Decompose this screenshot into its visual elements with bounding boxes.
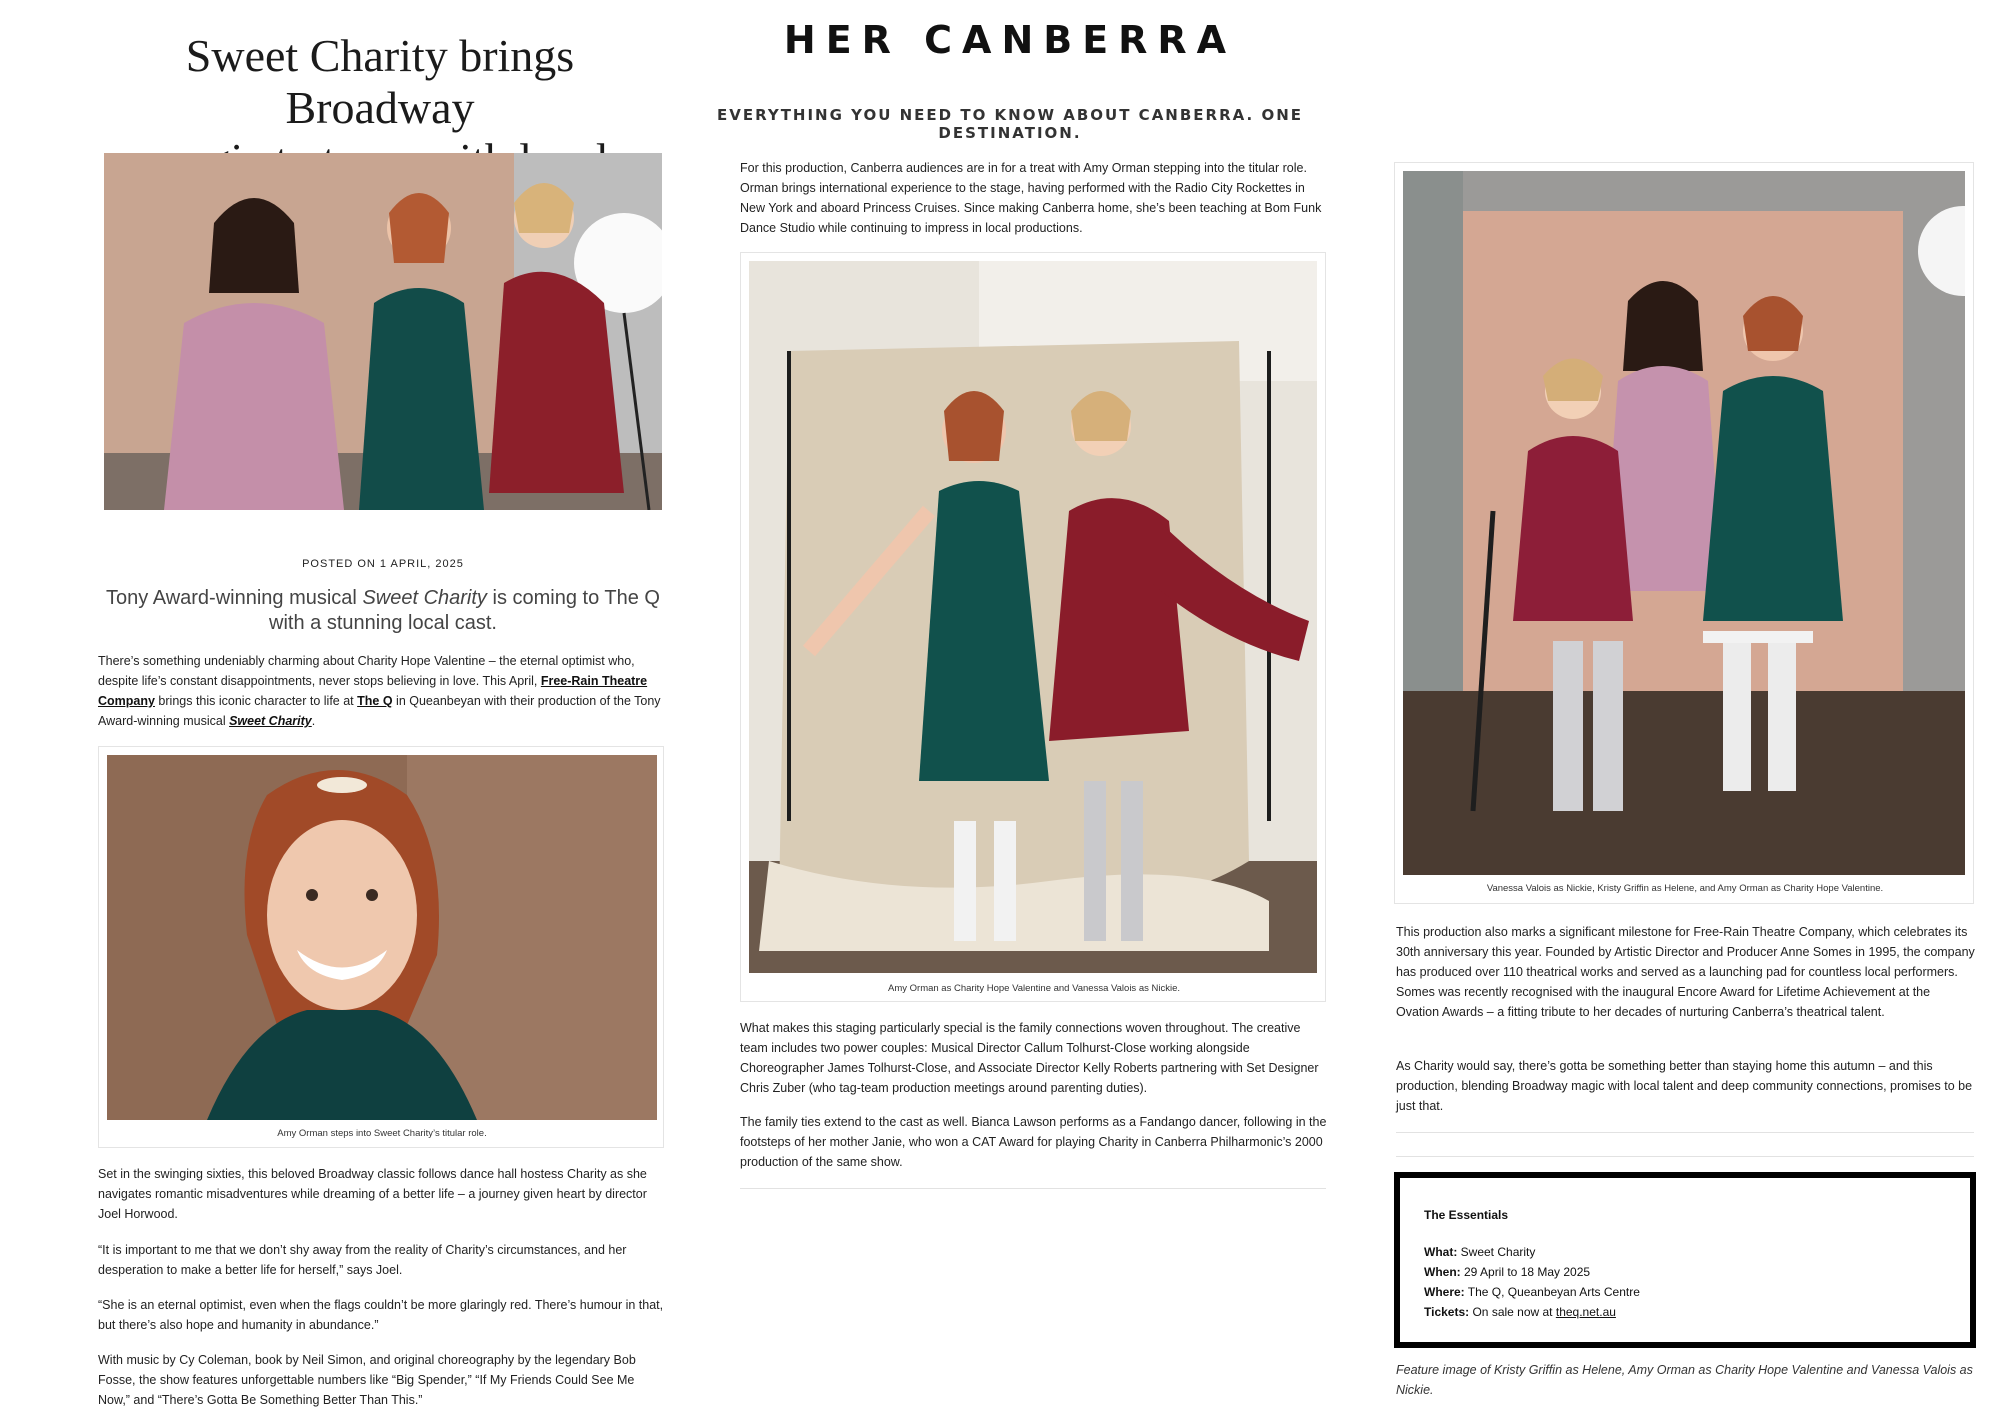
right-photo-frame: [1394, 162, 1974, 904]
left-paragraph-2: Set in the swinging sixties, this beloved Broadway classic follows dance hall hostess Charity as she navigates romantic misadventures while dreaming of a better life – a journey given heart by director Joel Horwood.: [98, 1167, 647, 1221]
text-span: .: [311, 714, 316, 728]
middle-paragraph-2: What makes this staging particularly special is the family connections woven throughout. The creative team includes two power couples: Musical Director Callum Tolhurst-Close working alongside Choreographer James Tolhurst-Close, and Associate Director Kelly Roberts partnering with Set Designer Chris Zuber (who tag-team production meetings around parenting duties).: [740, 1021, 1319, 1095]
text-span: in Queanbeyan with their production of the Tony Award-winning musical: [98, 694, 661, 728]
right-paragraph-1: This production also marks a significant milestone for Free-Rain Theatre Company, which celebrates its 30th anniversary this year. Founded by Artistic Director and Producer Anne Somes in 1995, the company has produced over 110 theatrical works and served as a launching pad for countless local performers. Somes was recently recognised with the inaugural Encore Award for Lifetime Achievement at the Ovation Awards – a fitting tribute to her decades of nurturing Canberra’s theatrical talent.: [1396, 925, 1975, 1019]
middle-paragraph-3: The family ties extend to the cast as well. Bianca Lawson performs as a Fandango dancer, following in the footsteps of her mother Janie, who won a CAT Award for playing Charity in Canberra Philharmonic’s 2000 production of the same show.: [740, 1115, 1327, 1169]
site-logo[interactable]: HER CANBERRA: [783, 18, 1237, 62]
essentials-title: The Essentials: [1424, 1208, 1509, 1222]
middle-photo-frame: [740, 252, 1326, 1002]
standfirst-text: Tony Award-winning musical: [106, 587, 363, 609]
where-value: The Q, Queanbeyan Arts Centre: [1464, 1285, 1640, 1299]
essentials-tickets: [1424, 1302, 1640, 1322]
essentials-what: [1424, 1242, 1640, 1262]
right-photo-caption: Vanessa Valois as Nickie, Kristy Griffin as Helene, and Amy Orman as Charity Hope Valentine.: [1486, 883, 1884, 894]
text-span: There’s something undeniably charming about Charity Hope Valentine – the eternal optimist who, despite life’s constant disappointments, never stops believing in love. This April,: [98, 654, 635, 688]
tickets-text: On sale now at: [1469, 1305, 1556, 1319]
the-q-link[interactable]: The Q: [357, 694, 393, 708]
tickets-link[interactable]: theq.net.au: [1555, 1305, 1616, 1319]
essentials-when: [1424, 1262, 1640, 1282]
when-value: 29 April to 18 May 2025: [1460, 1265, 1591, 1279]
what-value: Sweet Charity: [1457, 1245, 1536, 1259]
left-paragraph-3: “It is important to me that we don’t shy away from the reality of Charity’s circumstances, and her desperation to make a better life for herself,” says Joel.: [98, 1243, 627, 1277]
what-label: What:: [1424, 1245, 1458, 1259]
standfirst-text-2: is coming to The Q: [486, 587, 660, 609]
left-paragraph-4: “She is an eternal optimist, even when the flags couldn’t be more glaringly red. There’s humour in that, but there’s also hope and humanity in abundance.”: [98, 1298, 664, 1332]
standfirst-emphasis: Sweet Charity: [362, 587, 487, 609]
middle-divider: [740, 1188, 1326, 1189]
standfirst: [96, 586, 670, 636]
feature-image-note: Feature image of Kristy Griffin as Helene, Amy Orman as Charity Hope Valentine and Vanessa Valois as Nickie.: [1396, 1363, 1973, 1397]
right-photo: [1403, 171, 1965, 875]
where-label: Where:: [1424, 1285, 1465, 1299]
free-rain-link[interactable]: Free-Rain Theatre Company: [98, 674, 648, 708]
headline-line-1: Sweet Charity brings Broadway: [185, 30, 575, 133]
posted-date: POSTED ON 1 APRIL, 2025: [302, 558, 464, 570]
tickets-label: Tickets:: [1424, 1305, 1470, 1319]
left-paragraph-5: With music by Cy Coleman, book by Neil Simon, and original choreography by the legendary Bob Fosse, the show features unforgettable numbers like “Big Spender,” “If My Friends Could See Me Now,” and “There’s Gotta Be Something Better Than This.”: [98, 1353, 636, 1407]
when-label: When:: [1424, 1265, 1461, 1279]
middle-photo-caption: Amy Orman as Charity Hope Valentine and Vanessa Valois as Nickie.: [888, 983, 1180, 994]
middle-photo: [749, 261, 1317, 973]
essentials-where: [1424, 1282, 1640, 1302]
site-tagline: EVERYTHING YOU NEED TO KNOW ABOUT CANBERRA. ONE DESTINATION.: [717, 106, 1303, 142]
essentials-box: [1394, 1172, 1976, 1348]
sweet-charity-link[interactable]: Sweet Charity: [229, 714, 312, 728]
middle-paragraph-1: For this production, Canberra audiences are in for a treat with Amy Orman stepping into the titular role. Orman brings international experience to the stage, having performed with the Radio City Rockettes in New York and aboard Princess Cruises. Since making Canberra home, she’s been teaching at Bom Funk Dance Studio while continuing to impress in local productions.: [740, 161, 1322, 235]
standfirst-line-2: with a stunning local cast.: [269, 612, 497, 634]
left-paragraph-1: [98, 651, 664, 731]
right-divider-1: [1396, 1132, 1974, 1133]
essentials-details: [1424, 1242, 1640, 1322]
text-span: brings this iconic character to life at: [154, 694, 358, 708]
right-paragraph-2: As Charity would say, there’s gotta be something better than staying home this autumn – and this production, blending Broadway magic with local talent and deep community connections, promises to be just that.: [1396, 1059, 1973, 1113]
portrait-photo-frame: [98, 746, 664, 1148]
right-divider-2: [1396, 1156, 1974, 1157]
portrait-photo: [107, 755, 657, 1120]
portrait-caption: Amy Orman steps into Sweet Charity’s titular role.: [277, 1128, 487, 1139]
hero-photo: [104, 153, 662, 510]
